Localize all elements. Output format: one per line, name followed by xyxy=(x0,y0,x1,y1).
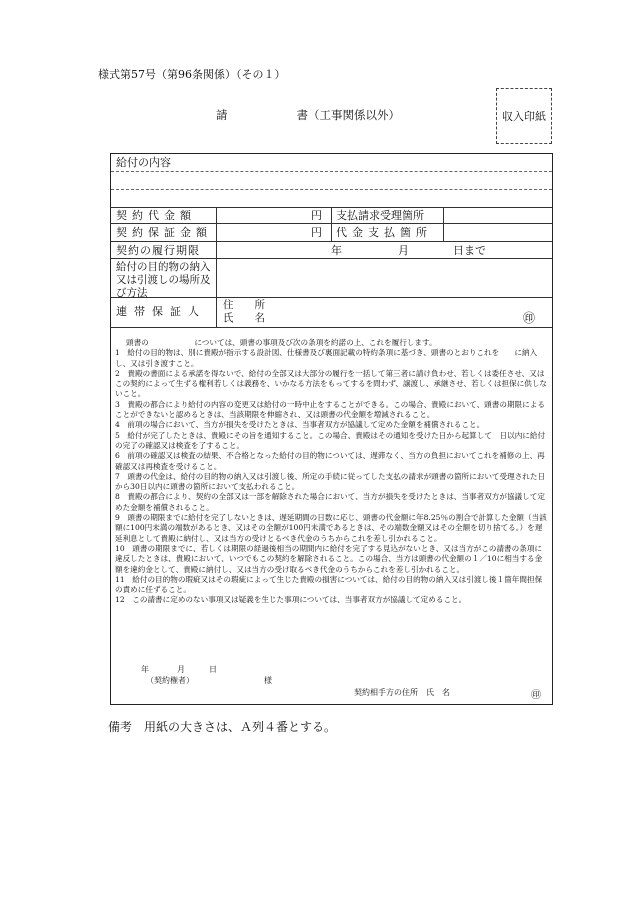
sign-day: 日 xyxy=(209,665,217,674)
contractor-seal: ㊞ xyxy=(531,690,541,701)
dashed-rule xyxy=(111,189,552,190)
deadline-day: 日まで xyxy=(453,244,486,257)
document-title: 請 書（工事関係以外） xyxy=(216,108,400,122)
revenue-stamp-label: 収入印紙 xyxy=(502,110,546,123)
yen-unit: 円 xyxy=(311,226,322,239)
clause: 9 頭書の期限までに給付を完了しないときは、遅延期間の日数に応じ、頭書の代金額に年8.25％の割合で計算した金額（当該額に100円未満の端数があるとき、又はその全額が100円未満であるときは、その端数金額又はその全額を切り捨てる。）を遅延利息として貴殿に納付し、又は当方の受けとるべき代金のうちからこれを差し引かれること。 xyxy=(115,513,547,543)
deadline-year: 年 xyxy=(331,244,342,257)
addressee-label: （契約権者） xyxy=(146,676,194,685)
remark: 備考 用紙の大きさは、Ａ列４番とする。 xyxy=(108,720,337,734)
guarantee-amount-label: 契約保証金額 xyxy=(116,226,212,239)
dashed-rule xyxy=(111,171,552,172)
contents-label: 給付の内容 xyxy=(116,156,171,169)
deadline-label: 契約の履行期限 xyxy=(116,244,200,257)
addressee-honorific: 様 xyxy=(264,676,272,685)
guarantor-name-label: 氏 名 xyxy=(223,312,265,324)
guarantor-address-label: 住 所 xyxy=(223,299,265,311)
column-divider xyxy=(331,207,332,241)
form-number: 様式第57号（第96条関係）（その１） xyxy=(98,68,286,81)
sign-year: 年 xyxy=(141,665,149,674)
clause: 6 前項の確認又は検査の結果、不合格となった給付の目的物については、遅滞なく、当方の負担においてこれを補修の上、再確認又は再検査を受けること。 xyxy=(115,451,545,471)
guarantor-label: 連帯保証人 xyxy=(116,305,206,318)
clause: 5 給付が完了したときは、貴殿にその旨を通知すること。この場合、貴殿はその通知を受けた日から起算して 日以内に給付の完了の確認又は検査を了すること。 xyxy=(115,430,546,450)
row-divider xyxy=(111,241,552,242)
clause: 7 頭書の代金は、給付の目的物の納入又は引渡し後、所定の手続に従ってした支払の請求が頭書の箇所において受理された日から30日以内に頭書の箇所において支払われること。 xyxy=(115,471,546,492)
clause: 3 貴殿の都合により給付の内容の変更又は給付の一時中止をすることができる。この場合、貴殿において、頭書の期限によることができないと認めるときは、当該期限を伸縮され、又は頭書の代金額を増減されること。 xyxy=(115,399,545,420)
payment-place-label: 代金支払箇所 xyxy=(336,226,432,239)
contractor-label: 契約相手方の住所 氏 名 xyxy=(354,688,450,697)
revenue-stamp-box xyxy=(496,88,552,144)
terms-intro: 頭書の については、頭書の事項及び次の条項を約諾の上、これを履行します。 xyxy=(126,338,437,347)
clause: 1 給付の目的物は、別に貴殿が指示する設計図、仕様書及び裏面記載の特約条項に基づき、頭書のとおりこれを に納入し、又は引き渡すこと。 xyxy=(115,348,538,368)
sign-month: 月 xyxy=(177,665,185,674)
clause: 11 給付の目的物の瑕疵又はその瑕疵によって生じた貴殿の損害については、給付の目的物の納入又は引渡し後１箇年間担保の責めに任ずること。 xyxy=(115,574,543,595)
clause: 10 頭書の期限までに、若しくは期限の経過後相当の期間内に給付を完了する見込がないとき、又は当方がこの請書の条項に違反したときは、貴殿において、いつでもこの契約を解除されること。この場合、当方は頭書の代金額の１／10に相当する金額を違約金として、貴殿に納付し、又は当方の受け取るべき代金のうちからこれを差し引かれること。 xyxy=(115,543,543,574)
clause: 2 貴殿の書面による承諾を得ないで、給付の全部又は大部分の履行を一括して第三者に請け負わせ、若しくは委任させ、又はこの契約によって生ずる権利若しくは義務を、いかなる方法をもってするを問わず、譲渡し、承継させ、若しくは担保に供しないこと。 xyxy=(115,368,548,399)
clause: 8 貴殿の都合により、契約の全部又は一部を解除された場合において、当方が損失を受けたときは、当事者双方が協議して定めた金額を補償されること。 xyxy=(115,492,545,512)
clause: 4 前項の場合において、当方が損失を受けたときは、当事者双方が協議して定めた金額を補償されること。 xyxy=(115,420,485,430)
yen-unit: 円 xyxy=(311,209,322,222)
deadline-month: 月 xyxy=(398,244,409,257)
row-divider xyxy=(111,327,552,328)
seal-mark: ㊞ xyxy=(523,311,536,325)
clause: 12 この請書に定めのない事項又は疑義を生じた事項については、当事者双方が協議して定めること。 xyxy=(115,595,467,605)
payment-office-label: 支払請求受理箇所 xyxy=(336,209,424,222)
delivery-method-label: 給付の目的物の納入又は引渡しの場所及び方法 xyxy=(116,261,211,299)
row-divider xyxy=(111,258,552,259)
contract-form-table xyxy=(110,153,553,705)
column-divider xyxy=(443,207,444,241)
terms-body xyxy=(115,338,547,606)
column-divider xyxy=(216,207,217,327)
contract-amount-label: 契約代金額 xyxy=(116,209,196,222)
